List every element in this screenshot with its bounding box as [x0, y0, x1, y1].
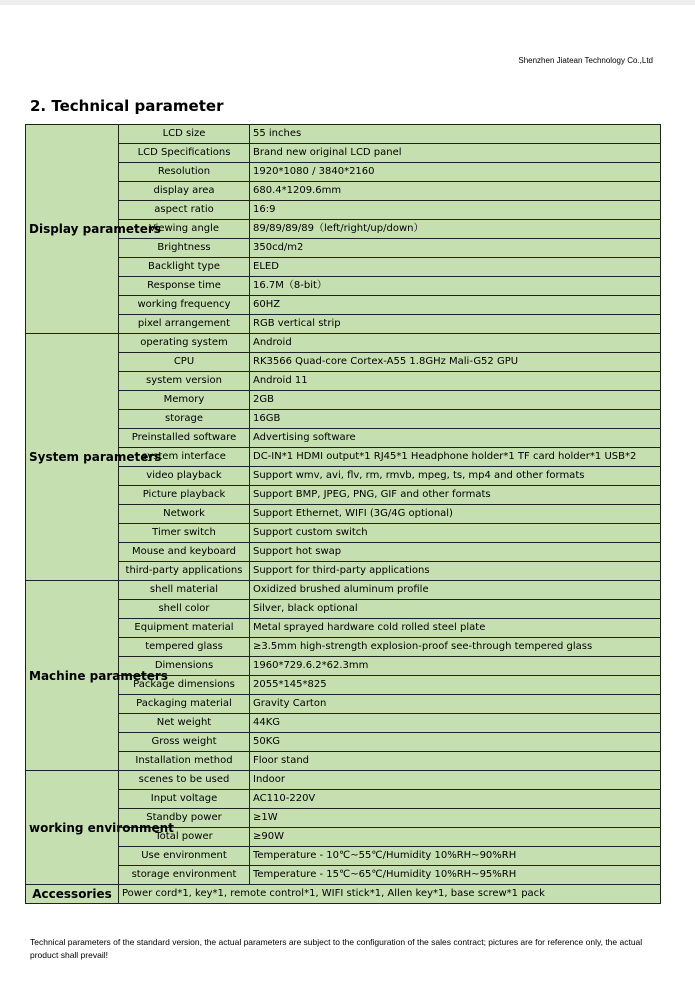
param-value: Temperature - 15℃~65℃/Humidity 10%RH~95%RH — [250, 866, 661, 885]
param-value: Gravity Carton — [250, 695, 661, 714]
top-border — [0, 0, 695, 5]
table-row — [26, 258, 661, 277]
param-value: DC-IN*1 HDMI output*1 RJ45*1 Headphone holder*1 TF card holder*1 USB*2 — [250, 448, 661, 467]
param-value: Brand new original LCD panel — [250, 144, 661, 163]
table-row — [26, 733, 661, 752]
param-name: scenes to be used — [119, 771, 250, 790]
param-value: 50KG — [250, 733, 661, 752]
spec-table-body — [26, 125, 661, 904]
table-row — [26, 847, 661, 866]
param-value: ELED — [250, 258, 661, 277]
table-row — [26, 562, 661, 581]
table-row — [26, 163, 661, 182]
param-value: Floor stand — [250, 752, 661, 771]
table-row — [26, 239, 661, 258]
param-value: Support hot swap — [250, 543, 661, 562]
param-value: Android 11 — [250, 372, 661, 391]
param-value: Metal sprayed hardware cold rolled steel plate — [250, 619, 661, 638]
param-name: storage environment — [119, 866, 250, 885]
param-value: RGB vertical strip — [250, 315, 661, 334]
table-row — [26, 144, 661, 163]
param-name: Network — [119, 505, 250, 524]
param-name: video playback — [119, 467, 250, 486]
table-row — [26, 353, 661, 372]
table-row — [26, 315, 661, 334]
param-value: RK3566 Quad-core Cortex-A55 1.8GHz Mali-G52 GPU — [250, 353, 661, 372]
table-row — [26, 277, 661, 296]
param-value: ≥90W — [250, 828, 661, 847]
param-name: Brightness — [119, 239, 250, 258]
company-name: Shenzhen Jiatean Technology Co.,Ltd — [518, 56, 653, 65]
param-name: Gross weight — [119, 733, 250, 752]
param-value: 16GB — [250, 410, 661, 429]
param-name: shell material — [119, 581, 250, 600]
table-row — [26, 752, 661, 771]
table-row — [26, 296, 661, 315]
param-value: 1960*729.6.2*62.3mm — [250, 657, 661, 676]
footnote: Technical parameters of the standard version, the actual parameters are subject to the configuration of the sales contract; pictures are for reference only, the actual product shall prevail! — [30, 937, 643, 960]
param-value: Support custom switch — [250, 524, 661, 543]
param-name: Packaging material — [119, 695, 250, 714]
table-row — [26, 771, 661, 790]
param-value: Temperature - 10℃~55℃/Humidity 10%RH~90%RH — [250, 847, 661, 866]
table-row — [26, 505, 661, 524]
table-row — [26, 619, 661, 638]
page-title: 2. Technical parameter — [30, 97, 224, 115]
table-row — [26, 790, 661, 809]
param-name: pixel arrangement — [119, 315, 250, 334]
category-label: System parameters — [26, 334, 119, 581]
param-name: Equipment material — [119, 619, 250, 638]
param-value: 2055*145*825 — [250, 676, 661, 695]
param-value: 16.7M（8-bit） — [250, 277, 661, 296]
param-value: Support BMP, JPEG, PNG, GIF and other formats — [250, 486, 661, 505]
table-row — [26, 467, 661, 486]
param-name: Preinstalled software — [119, 429, 250, 448]
param-value: 2GB — [250, 391, 661, 410]
table-row — [26, 391, 661, 410]
param-value: 1920*1080 / 3840*2160 — [250, 163, 661, 182]
table-row — [26, 410, 661, 429]
param-value: 350cd/m2 — [250, 239, 661, 258]
param-name: Total power — [119, 828, 250, 847]
param-value: 55 inches — [250, 125, 661, 144]
param-name: Package dimensions — [119, 676, 250, 695]
param-value: 60HZ — [250, 296, 661, 315]
param-name: operating system — [119, 334, 250, 353]
param-value: 680.4*1209.6mm — [250, 182, 661, 201]
table-row — [26, 714, 661, 733]
table-row — [26, 600, 661, 619]
param-name: aspect ratio — [119, 201, 250, 220]
category-label: Machine parameters — [26, 581, 119, 771]
table-row — [26, 695, 661, 714]
table-row — [26, 543, 661, 562]
category-label: working environment — [26, 771, 119, 885]
param-name: LCD Specifications — [119, 144, 250, 163]
param-name: Picture playback — [119, 486, 250, 505]
table-row-accessories — [26, 885, 661, 904]
param-value: Android — [250, 334, 661, 353]
param-value: Support for third-party applications — [250, 562, 661, 581]
param-value: 16:9 — [250, 201, 661, 220]
param-name: third-party applications — [119, 562, 250, 581]
table-row — [26, 182, 661, 201]
param-value: Support Ethernet, WIFI (3G/4G optional) — [250, 505, 661, 524]
param-name: Resolution — [119, 163, 250, 182]
param-name: Input voltage — [119, 790, 250, 809]
param-name: Standby power — [119, 809, 250, 828]
param-name: LCD size — [119, 125, 250, 144]
table-row — [26, 866, 661, 885]
param-name: display area — [119, 182, 250, 201]
table-row — [26, 486, 661, 505]
param-name: Net weight — [119, 714, 250, 733]
param-name: Installation method — [119, 752, 250, 771]
table-row — [26, 201, 661, 220]
param-name: CPU — [119, 353, 250, 372]
table-row — [26, 372, 661, 391]
table-row — [26, 334, 661, 353]
param-name: Dimensions — [119, 657, 250, 676]
spec-table — [25, 124, 661, 904]
param-value: Advertising software — [250, 429, 661, 448]
param-name: Memory — [119, 391, 250, 410]
table-row — [26, 581, 661, 600]
param-value: 89/89/89/89（left/right/up/down） — [250, 220, 661, 239]
table-row — [26, 524, 661, 543]
table-row — [26, 638, 661, 657]
table-row — [26, 125, 661, 144]
param-name: Mouse and keyboard — [119, 543, 250, 562]
param-name: storage — [119, 410, 250, 429]
param-value: Support wmv, avi, flv, rm, rmvb, mpeg, ts, mp4 and other formats — [250, 467, 661, 486]
param-name: Viewing angle — [119, 220, 250, 239]
param-name: Use environment — [119, 847, 250, 866]
param-name: system interface — [119, 448, 250, 467]
param-value: ≥3.5mm high-strength explosion-proof see-through tempered glass — [250, 638, 661, 657]
category-label: Accessories — [26, 885, 119, 904]
param-name: working frequency — [119, 296, 250, 315]
param-name: system version — [119, 372, 250, 391]
param-name: Timer switch — [119, 524, 250, 543]
param-name: tempered glass — [119, 638, 250, 657]
param-name: shell color — [119, 600, 250, 619]
category-label: Display parameters — [26, 125, 119, 334]
table-row — [26, 429, 661, 448]
accessories-value: Power cord*1, key*1, remote control*1, WIFI stick*1, Allen key*1, base screw*1 pack — [119, 885, 661, 904]
param-value: AC110-220V — [250, 790, 661, 809]
param-value: 44KG — [250, 714, 661, 733]
param-value: Indoor — [250, 771, 661, 790]
param-value: Oxidized brushed aluminum profile — [250, 581, 661, 600]
param-value: ≥1W — [250, 809, 661, 828]
param-name: Backlight type — [119, 258, 250, 277]
param-name: Response time — [119, 277, 250, 296]
param-value: Silver, black optional — [250, 600, 661, 619]
